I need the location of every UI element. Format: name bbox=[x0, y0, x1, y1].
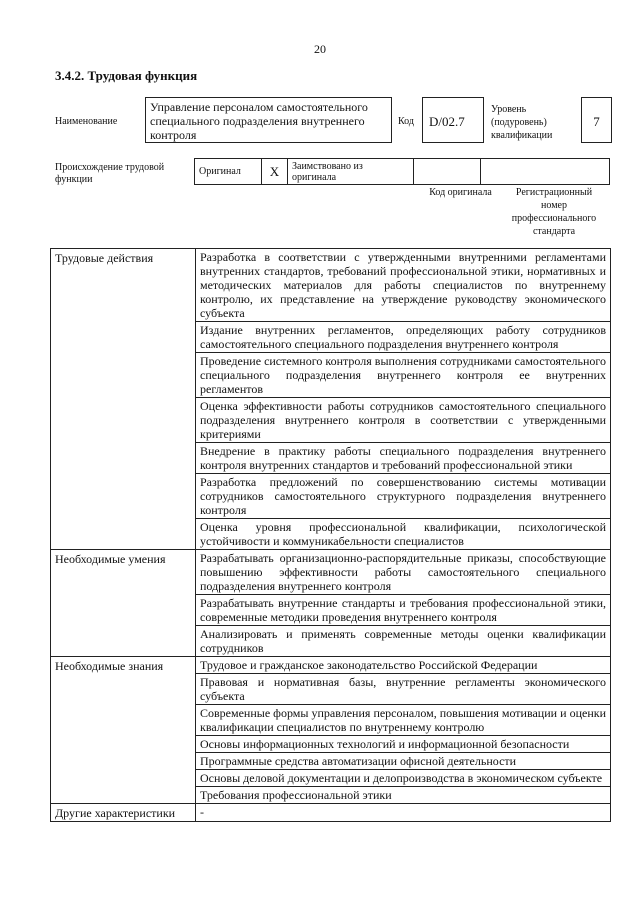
item-cell: Правовая и нормативная базы, внутренние регламенты экономического субъекта bbox=[196, 674, 611, 705]
page-number: 20 bbox=[314, 42, 326, 56]
item-cell: Основы деловой документации и делопроизводства в экономическом субъекте bbox=[196, 770, 611, 787]
original-label: Оригинал bbox=[195, 159, 262, 185]
item-cell: Разрабатывать внутренние стандарты и требования профессиональной этики, современные методики проведения внутреннего контроля bbox=[196, 595, 611, 626]
section-title: 3.4.2. Трудовая функция bbox=[55, 68, 198, 83]
item-cell: Оценка эффективности работы сотрудников самостоятельного специального подразделения внутреннего контроля в соответствии с утвержденными критериями bbox=[196, 398, 611, 443]
table-row bbox=[51, 804, 611, 822]
item-cell: Программные средства автоматизации офисной деятельности bbox=[196, 753, 611, 770]
borrowed-label: Заимствовано из оригинала bbox=[288, 159, 414, 185]
item-cell: Трудовое и гражданское законодательство Российской Федерации bbox=[196, 657, 611, 674]
name-label: Наименование bbox=[55, 116, 118, 127]
table-row bbox=[51, 550, 611, 595]
function-name-value: Управление персоналом самостоятельного специального подразделения внутреннего контроля bbox=[145, 97, 392, 143]
item-cell: - bbox=[196, 804, 611, 822]
category-cell: Трудовые действия bbox=[51, 249, 196, 550]
table-row bbox=[51, 657, 611, 674]
code-label: Код bbox=[398, 116, 414, 127]
original-code-caption: Код оригинала bbox=[429, 187, 492, 198]
category-cell: Необходимые знания bbox=[51, 657, 196, 804]
original-code-cell bbox=[414, 159, 481, 185]
item-cell: Оценка уровня профессиональной квалификации, психологической устойчивости и коммуникабельности специалистов bbox=[196, 519, 611, 550]
item-cell: Требования профессиональной этики bbox=[196, 787, 611, 804]
category-cell: Необходимые умения bbox=[51, 550, 196, 657]
level-label: Уровень (подуровень) квалификации bbox=[491, 104, 553, 141]
original-mark: X bbox=[262, 159, 288, 185]
item-cell: Издание внутренних регламентов, определяющих работу сотрудников самостоятельного специального подразделения внутреннего контроля bbox=[196, 322, 611, 353]
registration-number-cell bbox=[481, 159, 610, 185]
function-code-value: D/02.7 bbox=[422, 97, 484, 143]
category-cell: Другие характеристики bbox=[51, 804, 196, 822]
registration-number-caption: Регистрационный номер профессионального стандарта bbox=[511, 187, 597, 237]
origin-grid bbox=[194, 158, 610, 185]
item-cell: Разработка предложений по совершенствованию системы мотивации сотрудников самостоятельного структурного подразделения внутреннего контроля bbox=[196, 474, 611, 519]
item-cell: Современные формы управления персоналом, повышения мотивации и оценки квалификации специалистов по внутреннему контролю bbox=[196, 705, 611, 736]
item-cell: Основы информационных технологий и информационной безопасности bbox=[196, 736, 611, 753]
table-row bbox=[51, 249, 611, 322]
origin-label: Происхождение трудовой функции bbox=[55, 162, 165, 185]
item-cell: Разрабатывать организационно-распорядительные приказы, способствующие повышению эффективности работы самостоятельного специального подразделения внутреннего контроля bbox=[196, 550, 611, 595]
item-cell: Проведение системного контроля выполнения сотрудниками самостоятельного специального подразделения внутреннего контроля ее внутренних регламентов bbox=[196, 353, 611, 398]
labor-function-table bbox=[50, 248, 611, 822]
item-cell: Внедрение в практику работы специального подразделения внутреннего контроля внутренних стандартов и требований профессиональной этики bbox=[196, 443, 611, 474]
qualification-level-value: 7 bbox=[581, 97, 612, 143]
item-cell: Разработка в соответствии с утвержденными внутренними регламентами внутренних стандартов, требований профессиональной этики, нормативных и методических материалов для работы специалистов по внутреннему контролю, их представление на утверждение руководству экономического субъекта bbox=[196, 249, 611, 322]
item-cell: Анализировать и применять современные методы оценки квалификации сотрудников bbox=[196, 626, 611, 657]
